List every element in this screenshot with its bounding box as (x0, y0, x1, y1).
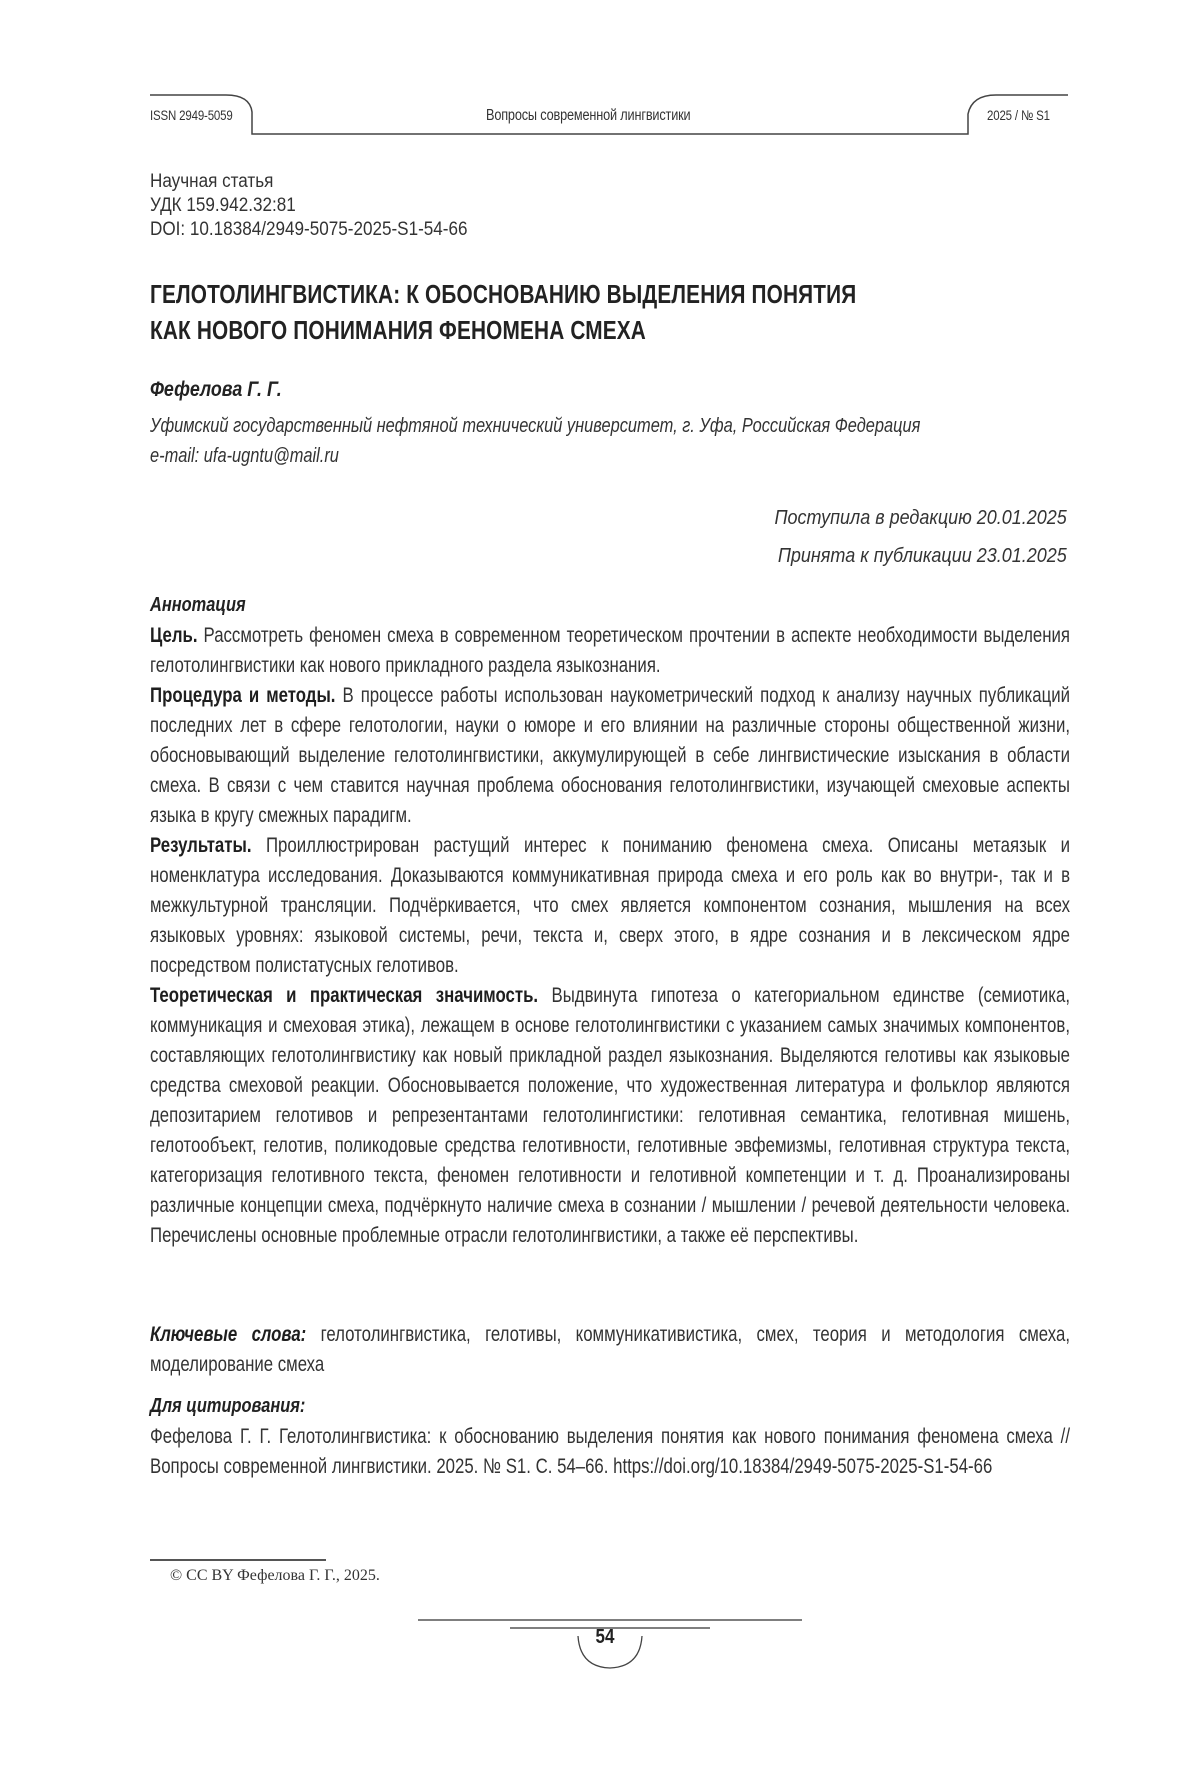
received-date: Поступила в редакцию 20.01.2025 (774, 507, 1067, 529)
title-line-2: КАК НОВОГО ПОНИМАНИЯ ФЕНОМЕНА СМЕХА (150, 315, 646, 345)
section-text: Выдвинута гипотеза о категориальном единстве (семиотика, коммуникация и смеховая этика), лежащем в основе гелотолингвистики с указанием самых значимых компонентов, составляющих гелотолингвистику как новый прикладной раздел языкознания. Выделяются гелотивы как языковые средства смеховой реакции. Обосновывается положение, что художественная литература и фольклор являются депозитарием гелотивов и репрезентантами гелотолингистики: гелотивная семантика, гелотивная мишень, гелотообъект, гелотив, поликодовые средства гелотивности, гелотивные эвфемизмы, гелотивная структура текста, категоризация гелотивного текста, феномен гелотивности и гелотивной компетенции и т. д. Проанализированы различные концепции смеха, подчёркнуто наличие смеха в сознании / мышлении / речевой деятельности человека. Перечислены основные проблемные отрасли гелотолингвистики, а также её перспективы. (150, 984, 1070, 1247)
abstract-section-methods (150, 681, 1070, 831)
article-meta (150, 170, 468, 242)
author-affiliation: Уфимский государственный нефтяной технический университет, г. Уфа, Российская Федерация (150, 415, 921, 437)
keywords (150, 1320, 1070, 1380)
abstract-section-goal (150, 621, 1070, 681)
license-footnote: © CC BY Фефелова Г. Г., 2025. (170, 1567, 380, 1584)
citation-heading: Для цитирования: (150, 1395, 306, 1417)
abstract-heading: Аннотация (150, 594, 246, 616)
udc-code: УДК 159.942.32:81 (150, 195, 296, 216)
citation-text: Фефелова Г. Г. Гелотолингвистика: к обоснованию выделения понятия как нового понимания феномена смеха // Вопросы современной лингвистики. 2025. № S1. С. 54–66. https://doi.org/10.18384/2949-5075-2025-S1-54-66 (150, 1425, 1070, 1478)
section-label: Процедура и методы. (150, 684, 336, 707)
keywords-text: гелотолингвистика, гелотивы, коммуникативистика, смех, теория и методология смеха, моделирование смеха (150, 1323, 1070, 1376)
header-issue: 2025 / № S1 (987, 107, 1050, 123)
author-email[interactable]: e-mail: ufa-ugntu@mail.ru (150, 445, 339, 467)
abstract-section-significance (150, 981, 1070, 1251)
article-dates (775, 499, 1067, 575)
keywords-label: Ключевые слова: (150, 1323, 307, 1346)
section-text: Рассмотреть феномен смеха в современном теоретическом прочтении в аспекте необходимости выделения гелотолингвистики как нового прикладного раздела языкознания. (150, 624, 1070, 677)
section-label: Цель. (150, 624, 198, 647)
section-label: Теоретическая и практическая значимость. (150, 984, 539, 1007)
author-name: Фефелова Г. Г. (150, 378, 282, 401)
abstract (150, 621, 1070, 1251)
section-label: Результаты. (150, 834, 252, 857)
author-affiliation-block (150, 411, 920, 471)
header-journal-name: Вопросы современной лингвистики (486, 107, 691, 124)
header-issn: ISSN 2949-5059 (150, 107, 233, 123)
title-line-1: ГЕЛОТОЛИНГВИСТИКА: К ОБОСНОВАНИЮ ВЫДЕЛЕНИЯ ПОНЯТИЯ (150, 279, 857, 309)
abstract-section-results (150, 831, 1070, 981)
section-text: Проиллюстрирован растущий интерес к пониманию феномена смеха. Описаны метаязык и номенклатура исследования. Доказываются коммуникативная природа смеха и его роль как во внутри-, так и в межкультурной трансляции. Подчёркивается, что смех является компонентом сознания, мышления на всех языковых уровнях: языковой системы, речи, текста и, сверх этого, в ядре сознания и в лексическом ядре посредством полистатусных гелотивов. (150, 834, 1070, 977)
page-number: 54 (595, 1626, 615, 1648)
accepted-date: Принята к публикации 23.01.2025 (778, 545, 1067, 567)
doi: DOI: 10.18384/2949-5075-2025-S1-54-66 (150, 219, 468, 240)
footnote-divider (150, 1559, 326, 1561)
header-decoration (0, 0, 1200, 150)
section-text: В процессе работы использован наукометрический подход к анализу научных публикаций последних лет в сфере гелотологии, науки о юморе и его влиянии на различные стороны общественной жизни, обосновывающий выделение гелотолингвистики, аккумулирующей в себе лингвистические изыскания в области смеха. В связи с чем ставится научная проблема обоснования гелотолингвистики, изучающей смеховые аспекты языка в кругу смежных парадигм. (150, 684, 1071, 827)
article-title (150, 276, 910, 348)
article-type: Научная статья (150, 171, 274, 192)
